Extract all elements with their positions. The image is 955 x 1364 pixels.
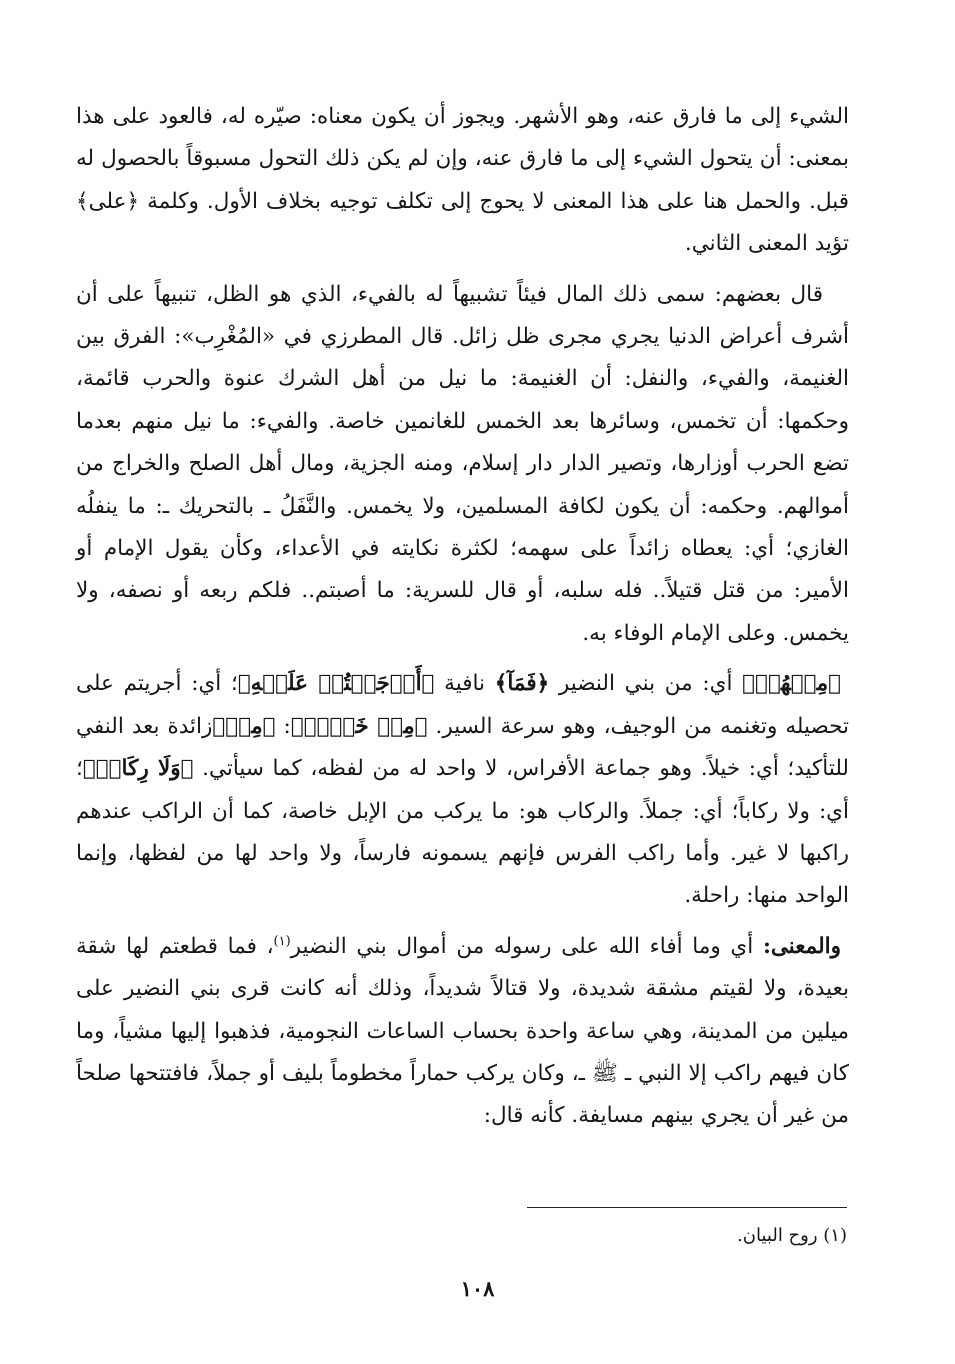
- paragraph-3-text: ؛ أي: أجريتم على تحصيله وتغنمه من الوجيف، وهو سرعة السير.: [76, 671, 850, 739]
- footnote-reference[interactable]: (١): [273, 933, 291, 949]
- paragraph-3-text: :: [275, 713, 291, 739]
- page-number: ١٠٨: [460, 1276, 495, 1301]
- quran-quote: ﴿مِنۡ خَيۡلٖ﴾: [290, 713, 428, 739]
- page-body: [76, 96, 849, 1138]
- paragraph-3-text: أي: من بني النضير: [549, 671, 743, 697]
- paragraph-4-text: أي وما أفاء الله على رسوله من أموال بني النضير: [290, 933, 763, 959]
- footnote-divider: [527, 1207, 847, 1208]
- paragraph-4-text: ، فما قطعتم لها شقة بعيدة، ولا لقيتم مشقة شديدة، ولا قتالاً شديداً، وذلك أنه كانت قرى بني النضير على ميلين من المدينة، وهي ساعة واحدة بحساب الساعات النجومية، فذهبوا إليها مشياً، وما كان فيهم راكب إلا النبي ـ ﷺ ـ، وكان يركب حماراً مخطوماً بليف أو جملاً، فافتتحها صلحاً من غير أن يجري بينهم مسايفة. كأنه قال:: [76, 933, 849, 1129]
- paragraph-1: [76, 96, 849, 266]
- paragraph-1-text: الشيء إلى ما فارق عنه، وهو الأشهر. ويجوز أن يكون معناه: صيّره له، فالعود على هذا بمعنى: أن يتحول الشيء إلى ما فارق عنه، وإن لم يكن ذلك التحول مسبوقاً بالحصول له قبل. والحمل هنا على هذا المعنى لا يحوج إلى تكلف توجيه بخلاف الأول. وكلمة ﴿على﴾ تؤيد المعنى الثاني.: [76, 104, 849, 257]
- quran-quote: ﴿مِنۡ﴾: [212, 713, 276, 739]
- quran-quote: ﴿أَوۡجَفۡتُمۡ عَلَيۡهِ﴾: [237, 671, 435, 697]
- paragraph-2-text: قال بعضهم: سمى ذلك المال فيئاً تشبيهاً له بالفيء، الذي هو الظل، تنبيهاً على أن أشرف أعراض الدنيا يجري مجرى ظل زائل. قال المطرزي في «المُغْرِب»: الفرق بين الغنيمة، والفيء، والنفل: أن الغنيمة: ما نيل من أهل الشرك عنوة والحرب قائمة، وحكمها: أن تخمس، وسائرها بعد الخمس للغانمين خاصة. والفيء: ما نيل منهم بعدما تضع الحرب أوزارها، وتصير الدار دار إسلام، ومنه الجزية، ومال أهل الصلح والخراج من أموالهم. وحكمه: أن يكون لكافة المسلمين، ولا يخمس. والنَّفَلُ ـ بالتحريك ـ: ما ينفلُه الغازي؛ أي: يعطاه زائداً على سهمه؛ لكثرة نكايته في الأعداء، وكأن يقول الإمام أو الأمير: من قتل قتيلاً.. فله سلبه، أو قال للسرية: ما أصبتم.. فلكم ربعه أو نصفه، ولا يخمس. وعلى الإمام الوفاء به.: [76, 281, 849, 646]
- paragraph-3: [76, 663, 849, 917]
- footnote: [737, 1222, 847, 1250]
- paragraph-4: [76, 926, 849, 1138]
- paragraph-3-text: ؛ أي: ولا ركاباً؛ أي: جملاً. والركاب هو: ما يركب من الإبل خاصة، كما أن الراكب عندهم راكبها لا غير. وأما راكب الفرس فإنهم يسمونه فارساً، ولا واحد لها من لفظها، وإنما الواحد منها: راحلة.: [76, 756, 849, 909]
- paragraph-2: [76, 274, 849, 656]
- quran-quote: ﴿وَلَا رِكَابٖ﴾: [82, 756, 194, 782]
- quran-quote: ﴿مِنۡهُمۡ﴾: [742, 671, 841, 697]
- footnote-text: (١) روح البيان.: [737, 1225, 847, 1246]
- meaning-heading: والمعنى:: [762, 933, 841, 959]
- paragraph-3-text: نافية: [434, 671, 495, 697]
- quran-quote: ﴿فَمَآ﴾: [494, 671, 550, 697]
- paragraph-3-text: زائدة بعد النفي للتأكيد؛ أي: خيلاً. وهو جماعة الأفراس، لا واحد له من لفظه، كما سيأتي.: [76, 713, 849, 782]
